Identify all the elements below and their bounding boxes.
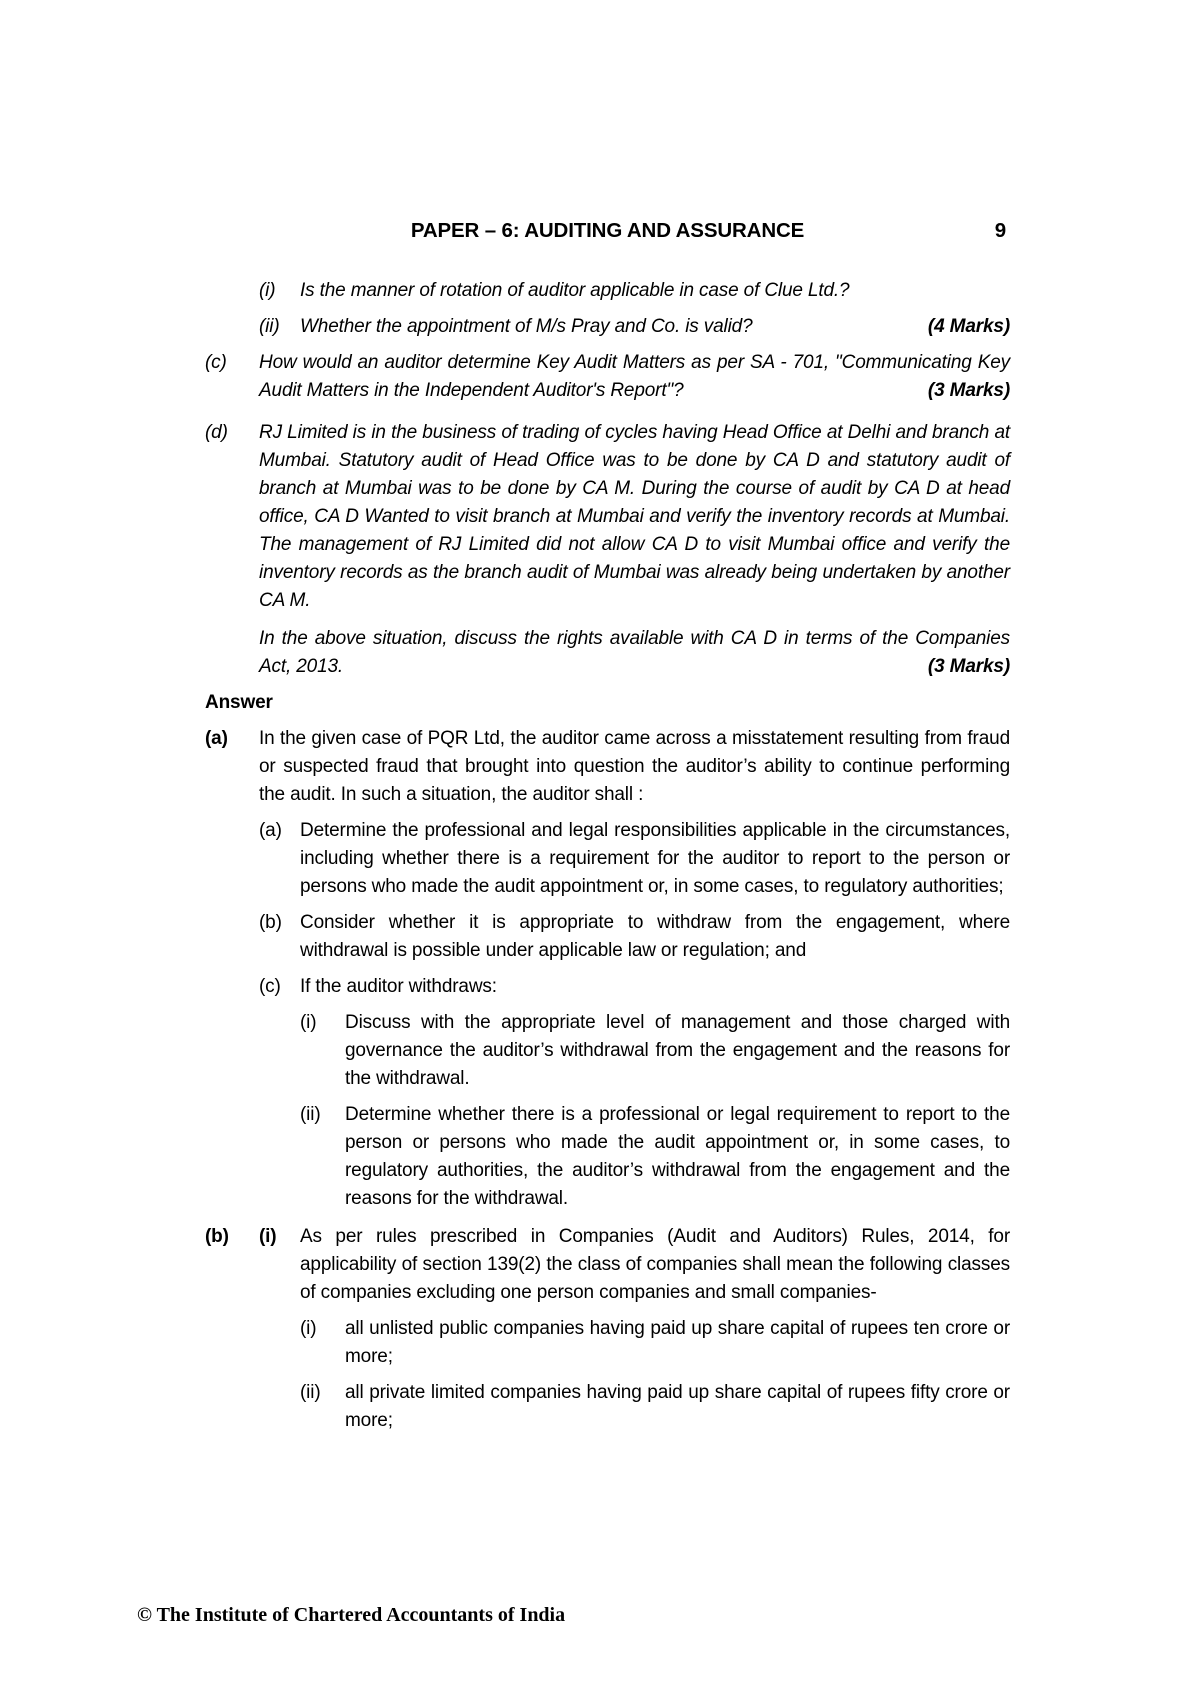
- answer-a-item-a: [259, 817, 1010, 901]
- marks-label: (3 Marks): [927, 656, 1010, 677]
- question-item-ii: [259, 313, 1010, 341]
- question-item-c: [205, 349, 1010, 405]
- question-item-i: [259, 277, 1010, 305]
- copyright-notice: © The Institute of Chartered Accountants of India: [137, 1604, 566, 1626]
- item-text: RJ Limited is in the business of trading of cycles having Head Office at Delhi and branch at Mumbai. Statutory audit of Head Office was to be done by CA D and statutory audit of branch at Mumbai was to be done by CA M. During the course of audit by CA D at head office, CA D Wanted to visit branch at Mumbai and verify the inventory records at Mumbai. The management of RJ Limited did not allow CA D to visit Mumbai office and verify the inventory records as the branch audit of Mumbai was already being undertaken by another CA M.: [259, 422, 1010, 611]
- item-marker: (i): [300, 1318, 317, 1339]
- item-text: Discuss with the appropriate level of management and those charged with governance the auditor’s withdrawal from the engagement and the reasons for the withdrawal.: [345, 1012, 1010, 1089]
- item-marker: (ii): [259, 316, 280, 337]
- answer-a-subitem-ii: [300, 1101, 1010, 1213]
- item-marker: (c): [259, 976, 281, 997]
- answer-b-item-i: [300, 1315, 1010, 1371]
- item-marker: (a): [259, 820, 282, 841]
- item-text: Is the manner of rotation of auditor applicable in case of Clue Ltd.?: [300, 280, 850, 301]
- answer-heading: Answer: [205, 692, 273, 713]
- item-text: Whether the appointment of M/s Pray and Co. is valid? (4 Marks): [300, 313, 1010, 341]
- item-text: In the above situation, discuss the rights available with CA D in terms of the Companies Act, 2013. (3 Marks): [259, 625, 1010, 681]
- answer-a-item-b: [259, 909, 1010, 965]
- item-marker: (d): [205, 422, 228, 443]
- item-marker: (c): [205, 352, 227, 373]
- item-marker: (a): [205, 728, 228, 749]
- answer-a-item-c: [259, 973, 1010, 1001]
- marks-label: (3 Marks): [927, 380, 1010, 401]
- item-sub-marker: (i): [259, 1226, 277, 1247]
- item-text: In the given case of PQR Ltd, the auditor came across a misstatement resulting from fraud or suspected fraud that brought into question the auditor’s ability to continue performing the audit. In such a situation, the auditor shall :: [259, 728, 1010, 805]
- item-text: all unlisted public companies having paid up share capital of rupees ten crore or more;: [345, 1318, 1010, 1367]
- page-header: [205, 217, 1010, 245]
- item-marker: (b): [259, 912, 282, 933]
- question-item-d: [205, 419, 1010, 615]
- answer-part-a: [205, 725, 1010, 809]
- item-text: Consider whether it is appropriate to withdraw from the engagement, where withdrawal is possible under applicable law or regulation; and: [300, 912, 1010, 961]
- item-marker: (i): [300, 1012, 317, 1033]
- item-text: all private limited companies having paid up share capital of rupees fifty crore or more;: [345, 1382, 1010, 1431]
- item-text: If the auditor withdraws:: [300, 976, 497, 997]
- page-number: 9: [994, 219, 1006, 242]
- item-text: How would an auditor determine Key Audit Matters as per SA - 701, "Communicating Key Audit Matters in the Independent Auditor's Report"? (3 Marks): [259, 349, 1010, 405]
- item-marker: (ii): [300, 1104, 321, 1125]
- item-text: Determine the professional and legal responsibilities applicable in the circumstances, including whether there is a requirement for the auditor to report to the person or persons who made the audit appointment or, in some cases, to regulatory authorities;: [300, 820, 1010, 897]
- item-marker: (i): [259, 280, 276, 301]
- question-continuation: [259, 625, 1010, 681]
- answer-a-subitem-i: [300, 1009, 1010, 1093]
- item-text: As per rules prescribed in Companies (Audit and Auditors) Rules, 2014, for applicability of section 139(2) the class of companies shall mean the following classes of companies excluding one person companies and small companies-: [300, 1226, 1010, 1303]
- item-marker: (ii): [300, 1382, 321, 1403]
- item-marker: (b): [205, 1226, 229, 1247]
- page-content: [205, 217, 1010, 1443]
- item-text: Determine whether there is a professional or legal requirement to report to the person or persons who made the audit appointment or, in some cases, to regulatory authorities, the auditor’s withdrawal from the engagement and the reasons for the withdrawal.: [345, 1104, 1010, 1209]
- answer-b-item-ii: [300, 1379, 1010, 1435]
- answer-part-b: [205, 1223, 1010, 1307]
- marks-label: (4 Marks): [927, 316, 1010, 337]
- page-title: PAPER – 6: AUDITING AND ASSURANCE: [410, 219, 805, 242]
